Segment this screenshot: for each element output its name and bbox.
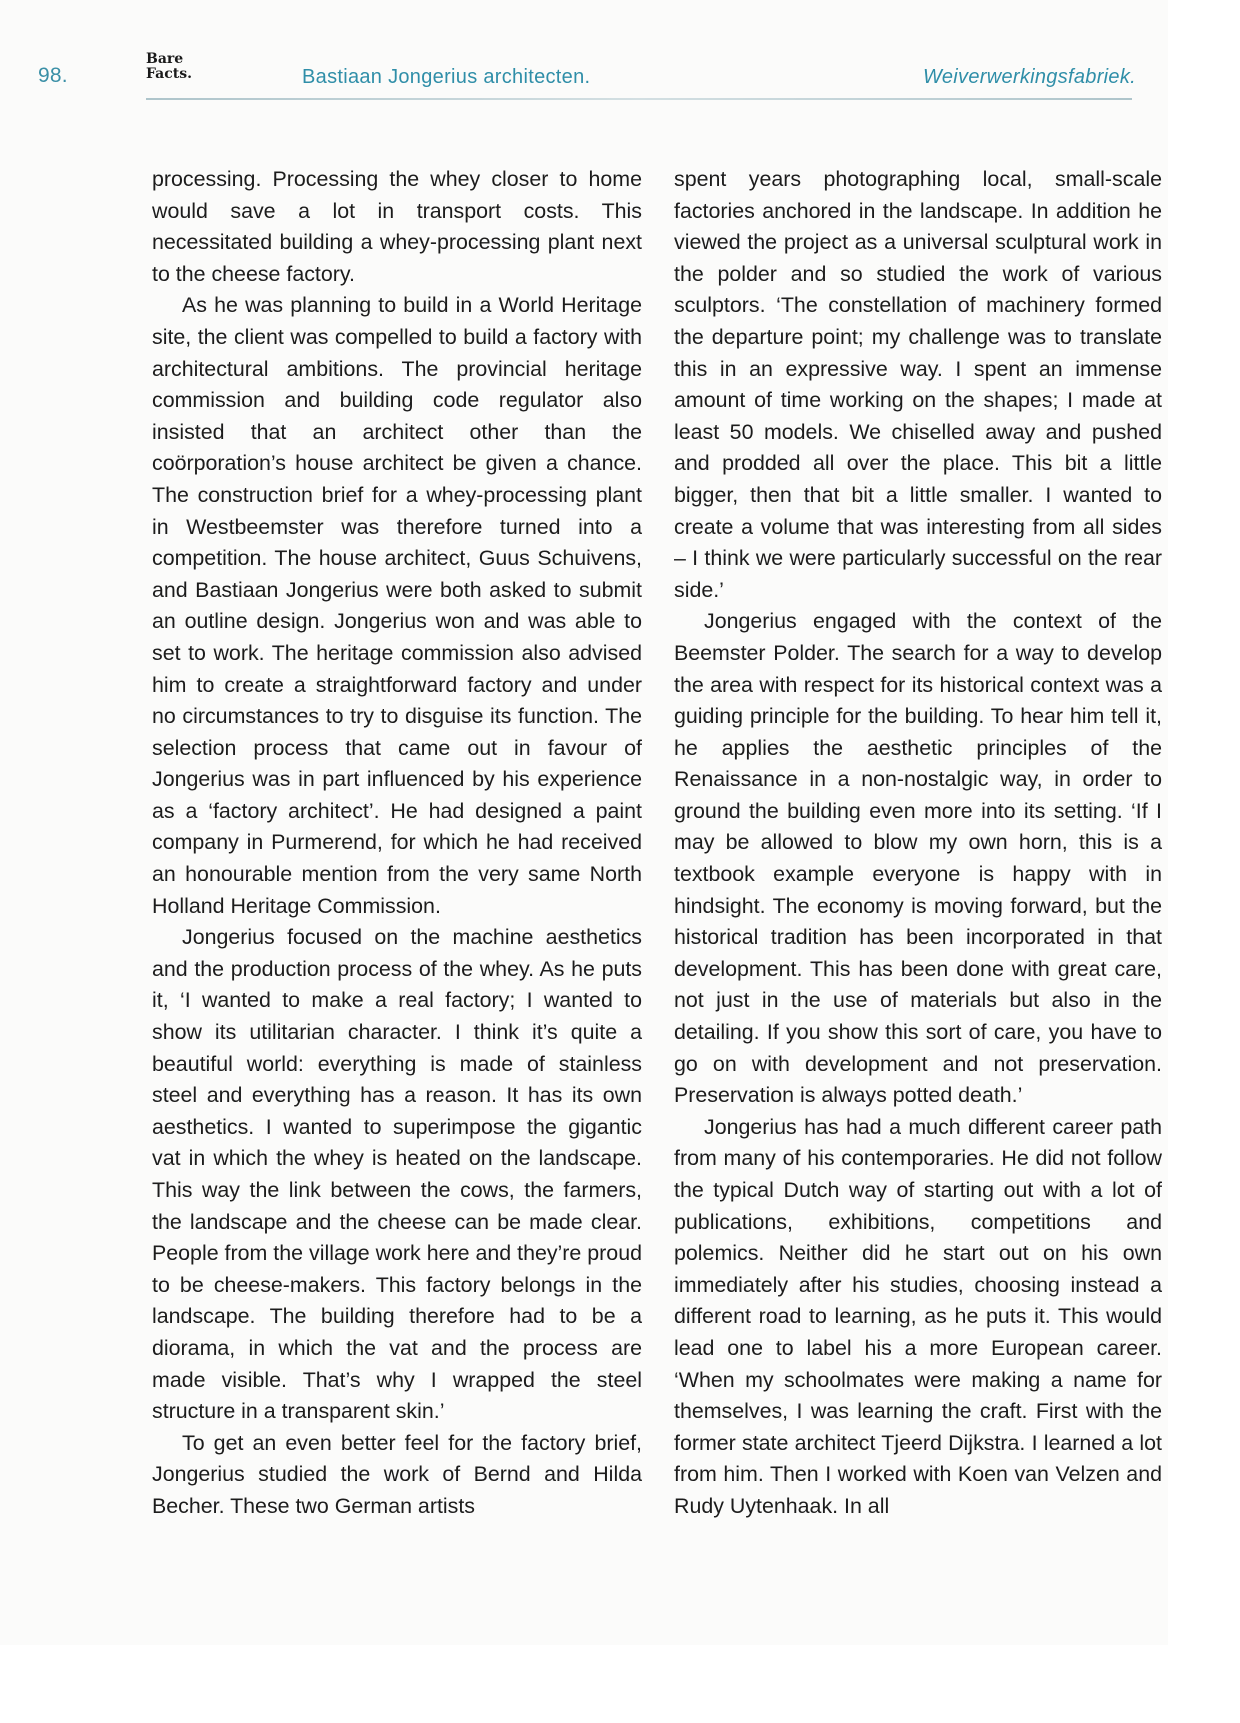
- paragraph: Jongerius focused on the machine aesthetics and the production process of the whey. As he puts it, ‘I wanted to make a real factory; I wanted to show its utilitarian character. I think it’s quite a beautiful world: everything is made of stainless steel and everything has a reason. It has its own aesthetics. I wanted to superimpose the gigantic vat in which the whey is heated on the landscape. This way the link between the cows, the farmers, the landscape and the cheese can be made clear. People from the village work here and they’re proud to be cheese-makers. This factory belongs in the landscape. The building therefore had to be a diorama, in which the vat and the process are made visible. That’s why I wrapped the steel structure in a transparent skin.’: [152, 925, 642, 1424]
- paragraph: Jongerius has had a much different career path from many of his contemporaries. He did not follow the typical Dutch way of starting out with a lot of publications, exhibitions, competitions and polemics. Neither did he start out on his own immediately after his studies, choosing instead a different road to learning, as he puts it. This would lead one to label his a more European career. ‘When my schoolmates were making a name for themselves, I was learning the craft. First with the former state architect Tjeerd Dijkstra. I learned a lot from him. Then I worked with Koen van Velzen and Rudy Uytenhaak. In all: [674, 1114, 1162, 1518]
- running-head-architect: Bastiaan Jongerius architecten.: [302, 66, 591, 88]
- running-head-project: Weiverwerkingsfabriek.: [923, 66, 1136, 88]
- paragraph: Jongerius engaged with the context of the Beemster Polder. The search for a way to develop the area with respect for its historical context was a guiding principle for the building. To hear him tell it, he applies the aesthetic principles of the Renaissance in a non-nostalgic way, in order to ground the building even more into its setting. ‘If I may be allowed to blow my own horn, this is a textbook example everyone is happy with in hindsight. The economy is moving forward, but the historical tradition has been incorporated in that development. This has been done with great care, not just in the use of materials but also in the detailing. If you show this sort of care, you have to go on with development and not preservation. Preservation is always potted death.’: [674, 609, 1162, 1108]
- page-number: 98.: [38, 64, 68, 87]
- paragraph: spent years photographing local, small-scale factories anchored in the landscape. In addition he viewed the project as a universal sculptural work in the polder and so studied the work of various sculptors. ‘The constellation of machinery formed the departure point; my challenge was to translate this in an expressive way. I spent an immense amount of time working on the shapes; I made at least 50 models. We chiselled away and pushed and prodded all over the place. This bit a little bigger, then that bit a little smaller. I wanted to create a volume that was interesting from all sides – I think we were particularly successful on the rear side.’: [674, 167, 1162, 602]
- text-column-right: [674, 164, 1162, 1523]
- paragraph: To get an even better feel for the factory brief, Jongerius studied the work of Bernd and Hilda Becher. These two German artists: [152, 1430, 642, 1518]
- text-column-left: [152, 164, 642, 1523]
- paragraph: As he was planning to build in a World Heritage site, the client was compelled to build a factory with architectural ambitions. The provincial heritage commission and building code regulator also insisted that an architect other than the coörporation’s house architect be given a chance. The construction brief for a whey-processing plant in Westbeemster was therefore turned into a competition. The house architect, Guus Schuivens, and Bastiaan Jongerius were both asked to submit an outline design. Jongerius won and was able to set to work. The heritage commission also advised him to create a straightforward factory and under no circumstances to try to disguise its function. The selection process that came out in favour of Jongerius was in part influenced by his experience as a ‘factory architect’. He had designed a paint company in Purmerend, for which he had received an honourable mention from the very same North Holland Heritage Commission.: [152, 293, 642, 918]
- series-title-line-2: Facts.: [146, 66, 192, 82]
- paragraph: processing. Processing the whey closer to home would save a lot in transport costs. This necessitated building a whey-processing plant next to the cheese factory.: [152, 167, 642, 286]
- header-divider: [146, 98, 1132, 100]
- series-title: [146, 52, 192, 82]
- series-title-line-1: Bare: [146, 51, 184, 67]
